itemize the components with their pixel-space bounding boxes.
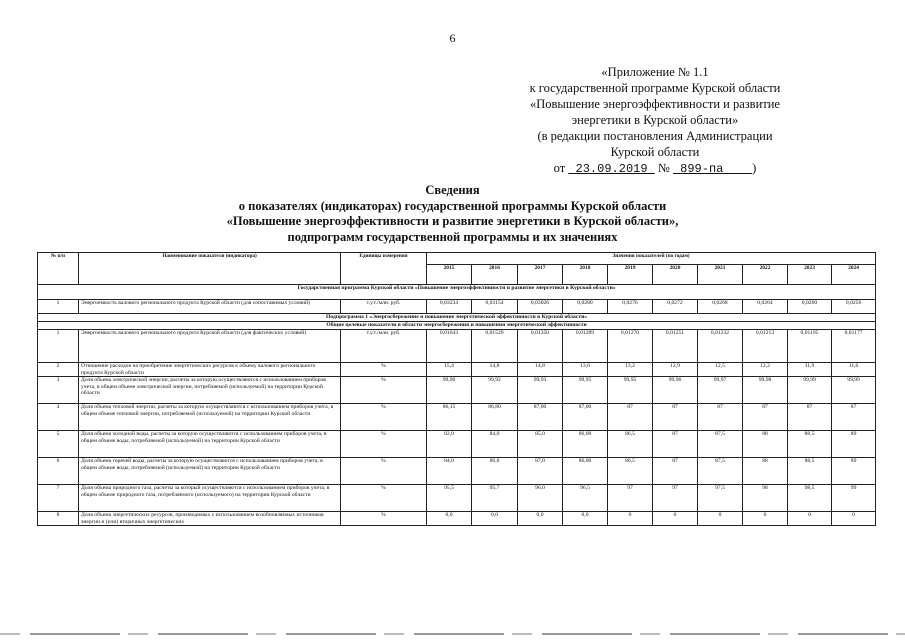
unit-cell: т.у.т./млн. руб. (341, 330, 427, 363)
year-header: 2024 (832, 265, 876, 285)
title-line: о показателях (индикаторах) государственной программы Курской области (238, 198, 667, 213)
section-general-indicators (38, 322, 876, 330)
value-cell: 0,0264 (743, 300, 788, 314)
value-cell: 11,9 (788, 363, 832, 377)
appendix-line: «Приложение № 1.1 (601, 65, 709, 79)
value-cell: 86,80 (472, 404, 518, 431)
value-cell: 95,5 (427, 485, 472, 512)
header-name: Наименование показателя (индикатора) (79, 253, 341, 285)
value-cell: 87,00 (518, 404, 563, 431)
decree-number: 899-па (680, 162, 724, 176)
year-header: 2019 (608, 265, 653, 285)
value-cell: 89 (832, 431, 876, 458)
appendix-line: «Повышение энергоэффективности и развитие (530, 97, 780, 111)
appendix-line: энергетики в Курской области» (571, 113, 739, 127)
year-header: 2018 (563, 265, 608, 285)
close-paren: ) (752, 161, 757, 175)
unit-cell: % (341, 458, 427, 485)
value-cell: 88 (743, 431, 788, 458)
section-subprogram-1-label: Подпрограмма 1 «Энергосбережение и повышение энергетической эффективности в Курской области» (38, 314, 876, 322)
value-cell: 0,0280 (563, 300, 608, 314)
row-number: 4 (38, 404, 79, 431)
indicator-name: Доля объема энергетических ресурсов, производимых с использованием возобновляемых источников энергии и (или) вторичных энергетических (79, 512, 341, 526)
value-cell: 86,15 (427, 404, 472, 431)
value-cell: 98 (743, 485, 788, 512)
page-number: 6 (449, 31, 456, 45)
value-cell: 87 (698, 404, 743, 431)
indicator-name: Доля объема тепловой энергии, расчеты за которую осуществляются с использованием приборов учета, в общем объеме тепловой энергии, потребляемой (используемой) на территории Курской области (79, 404, 341, 431)
unit-cell: % (341, 363, 427, 377)
table-row (38, 404, 876, 431)
value-cell: 87,5 (698, 431, 743, 458)
header-num: № п/п (38, 253, 79, 285)
section-state-program-label: Государственная программа Курской области «Повышение энергоэффективности и развитие энергетики в Курской области» (38, 285, 876, 300)
value-cell: 0 (788, 512, 832, 526)
value-cell: 99,90 (427, 377, 472, 404)
indicator-name: Доля объема электрической энергии, расчеты за которую осуществляются с использованием приборов учета, в общем объеме электрической энергии, потребляемой (используемой) на территории Курской области (79, 377, 341, 404)
table-row (38, 330, 876, 363)
value-cell: 0,01177 (832, 330, 876, 363)
value-cell: 89 (832, 458, 876, 485)
value-cell: 12,9 (653, 363, 698, 377)
value-cell: 99,98 (743, 377, 788, 404)
row-number: 1 (38, 330, 79, 363)
value-cell: 88,5 (788, 458, 832, 485)
row-number: 1 (38, 300, 79, 314)
value-cell: 0,0276 (608, 300, 653, 314)
value-cell: 0,0 (427, 512, 472, 526)
row-number: 7 (38, 485, 79, 512)
appendix-line: (в редакции постановления Администрации (537, 129, 773, 143)
value-cell: 87 (653, 404, 698, 431)
value-cell: 0 (653, 512, 698, 526)
value-cell: 0,0268 (698, 300, 743, 314)
value-cell: 14,8 (472, 363, 518, 377)
indicator-name: Доля объема природного газа, расчеты за который осуществляются с использованием приборов учета, в общем объеме природного газа, потребляемого (используемого) на территории Курской области (79, 485, 341, 512)
value-cell: 87 (653, 458, 698, 485)
value-cell: 0,01195 (788, 330, 832, 363)
table-row (38, 512, 876, 526)
value-cell: 0,0260 (788, 300, 832, 314)
value-cell: 13,6 (563, 363, 608, 377)
value-cell: 0,03026 (518, 300, 563, 314)
header-values: Значения показателей (по годам) (427, 253, 876, 265)
value-cell: 87 (653, 431, 698, 458)
value-cell: 88 (743, 458, 788, 485)
value-cell: 99,99 (832, 377, 876, 404)
unit-cell: % (341, 485, 427, 512)
year-header: 2015 (427, 265, 472, 285)
unit-cell: т.у.т./млн. руб. (341, 300, 427, 314)
value-cell: 86,0 (472, 458, 518, 485)
value-cell: 87 (788, 404, 832, 431)
title-line: подпрограмм государственной программы и их значениях (287, 229, 618, 244)
value-cell: 12,5 (698, 363, 743, 377)
value-cell: 87,5 (698, 458, 743, 485)
value-cell: 99,95 (563, 377, 608, 404)
row-number: 3 (38, 377, 79, 404)
value-cell: 96,5 (563, 485, 608, 512)
appendix-line: к государственной программе Курской области (529, 81, 781, 95)
value-cell: 97,5 (698, 485, 743, 512)
value-cell: 99,99 (788, 377, 832, 404)
year-header: 2016 (472, 265, 518, 285)
scan-edge (0, 633, 905, 635)
value-cell: 0,0256 (832, 300, 876, 314)
value-cell: 14,8 (518, 363, 563, 377)
value-cell: 0,01232 (698, 330, 743, 363)
value-cell: 98,5 (788, 485, 832, 512)
appendix-date-line (520, 160, 790, 177)
row-number: 2 (38, 363, 79, 377)
value-cell: 0,0 (472, 512, 518, 526)
value-cell: 88,5 (788, 431, 832, 458)
header-unit: Единицы измерения (341, 253, 427, 285)
value-cell: 87 (832, 404, 876, 431)
table-row (38, 363, 876, 377)
value-cell: 11,6 (832, 363, 876, 377)
year-header: 2023 (788, 265, 832, 285)
appendix-header (520, 64, 790, 177)
value-cell: 0,0 (518, 512, 563, 526)
value-cell: 95,7 (472, 485, 518, 512)
value-cell: 99,97 (698, 377, 743, 404)
value-cell: 99,96 (653, 377, 698, 404)
unit-cell: % (341, 404, 427, 431)
value-cell: 87,00 (563, 404, 608, 431)
year-header: 2021 (698, 265, 743, 285)
value-cell: 0 (608, 512, 653, 526)
title-line: «Повышение энергоэффективности и развитие энергетики в Курской области», (226, 214, 679, 228)
appendix-line: Курской области (610, 145, 700, 159)
from-label: от (553, 161, 566, 175)
number-label: № (657, 161, 670, 175)
unit-cell: % (341, 431, 427, 458)
value-cell: 0,0272 (653, 300, 698, 314)
table-row (38, 458, 876, 485)
value-cell: 0,01643 (427, 330, 472, 363)
indicator-name: Доля объема холодной воды, расчеты за которую осуществляются с использованием приборов учета, в общем объеме воды, потребляемой (используемой) на территории Курской области (79, 431, 341, 458)
value-cell: 85,0 (518, 431, 563, 458)
section-subprogram-1 (38, 314, 876, 322)
value-cell: 99 (832, 485, 876, 512)
value-cell: 0,01289 (563, 330, 608, 363)
section-general-indicators-label: Общие целевые показатели в области энергосбережения и повышения энергетической эффективности (38, 322, 876, 330)
value-cell: 0,01251 (653, 330, 698, 363)
indicator-name: Доля объема горячей воды, расчеты за которую осуществляются с использованием приборов учета, в общем объеме воды, потребляемой (используемой) на территории Курской области (79, 458, 341, 485)
value-cell: 87 (743, 404, 788, 431)
value-cell: 0 (698, 512, 743, 526)
unit-cell: % (341, 377, 427, 404)
value-cell: 87 (608, 404, 653, 431)
row-number: 8 (38, 512, 79, 526)
unit-cell: % (341, 512, 427, 526)
value-cell: 0,01270 (608, 330, 653, 363)
value-cell: 0 (832, 512, 876, 526)
value-cell: 0,01350 (518, 330, 563, 363)
row-number: 6 (38, 458, 79, 485)
value-cell: 96,0 (518, 485, 563, 512)
year-header: 2020 (653, 265, 698, 285)
row-number: 5 (38, 431, 79, 458)
year-header: 2017 (518, 265, 563, 285)
table-row (38, 300, 876, 314)
value-cell: 0,03154 (472, 300, 518, 314)
value-cell: 86,5 (608, 431, 653, 458)
value-cell: 0,0 (563, 512, 608, 526)
indicator-name: Энергоемкость валового регионального продукта Курской области (для фактических условий) (79, 330, 341, 363)
value-cell: 0,01529 (472, 330, 518, 363)
value-cell: 0,01213 (743, 330, 788, 363)
value-cell: 86,00 (563, 431, 608, 458)
value-cell: 99,95 (608, 377, 653, 404)
decree-date: 23.09.2019 (575, 162, 648, 176)
indicator-name: Отношение расходов на приобретение энергетических ресурсов к объему валового регионального продукта Курской области (79, 363, 341, 377)
value-cell: 0 (743, 512, 788, 526)
table-row (38, 431, 876, 458)
indicators-table (37, 252, 876, 526)
value-cell: 86,5 (608, 458, 653, 485)
value-cell: 97 (653, 485, 698, 512)
year-header: 2022 (743, 265, 788, 285)
value-cell: 12,2 (743, 363, 788, 377)
value-cell: 15,4 (427, 363, 472, 377)
value-cell: 0,03234 (427, 300, 472, 314)
value-cell: 86,00 (563, 458, 608, 485)
title-line: Сведения (425, 183, 480, 197)
value-cell: 82,0 (427, 431, 472, 458)
value-cell: 13,2 (608, 363, 653, 377)
value-cell: 87,0 (518, 458, 563, 485)
value-cell: 84,0 (427, 458, 472, 485)
value-cell: 99,93 (518, 377, 563, 404)
value-cell: 84,0 (472, 431, 518, 458)
document-title (120, 183, 785, 245)
section-state-program (38, 285, 876, 300)
indicator-name: Энергоемкость валового регионального продукта Курской области (для сопоставимых условий) (79, 300, 341, 314)
table-row (38, 377, 876, 404)
value-cell: 99,92 (472, 377, 518, 404)
table-row (38, 485, 876, 512)
value-cell: 97 (608, 485, 653, 512)
